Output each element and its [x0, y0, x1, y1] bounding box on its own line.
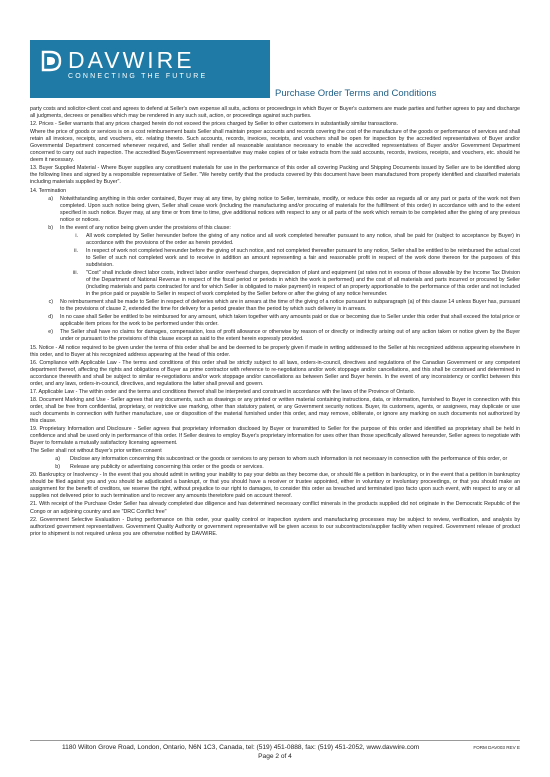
page-header — [30, 40, 520, 100]
item-label: i. — [75, 232, 78, 239]
item-text: Disclose any information concerning this subcontract or the goods or services to any person to whom such information is not necessary in connection with the performance of this order, or — [70, 456, 508, 463]
clause-14-a — [30, 196, 520, 224]
item-text: "Cost" shall include direct labor costs, indirect labor and/or overhead charges, depreciation of plant and equipment (at rates not in excess of those allowable by the Income Tax Division of the Department of National Revenue in respect of the fiscal period or periods in which the work is performed) and the cost of all materials and parts incurred or procured by Seller (including materials and parts contracted for and for which Seller is obligated to make payment) in respect of an property apportionable to the performance of this order and not included in the price paid or payable to Seller in respect of work completed by the Seller before or after the giving of any notice hereunder. — [86, 270, 520, 298]
terms-body — [30, 106, 520, 539]
clause-17: 17. Applicable Law - The within order and the terms and conditions thereof shall be interpreted and construed in accordance with the laws of the Province of Ontario. — [30, 388, 416, 395]
item-text: In no case shall Seller be entitled to be reimbursed for any amount, which taken together with any amounts paid or due or becoming due to Seller under this order that shall exceed the total price or applicable item prices for the work to be performed under this order. — [60, 314, 520, 328]
item-label: b) — [48, 224, 53, 231]
item-text: Notwithstanding anything in this order contained, Buyer may at any time, by giving notice to Seller, terminate, modify, or reduce this order as regards all or any part or parts of the work not then completed. Upon such notice being given, Seller shall cease work (including the manufacturing and/or procuring of materials for the fulfillment of this order) in accordance with and to the extent specified in such notice. Buyer may, at any time or from time to time, give additional notices with respect to any or all parts of the work which remain to be completed after the giving of any previous notice or notices. — [60, 195, 520, 223]
item-label: d) — [48, 314, 53, 321]
footer-address: 1180 Wilton Grove Road, London, Ontario, N6N 1C3, Canada, tel: (519) 451-0888, fax: (519) 451-2052, www.davwire.com — [62, 744, 420, 751]
clause-19-b — [30, 464, 520, 471]
clause-19: 19. Proprietary Information and Disclosure - Seller agrees that proprietary information disclosed by Buyer or transmitted to Seller for the purpose of this order and identified as proprietary shall be held in confidence and shall be used only in performance of this order. If Seller desires to employ Buyer's proprietary information for uses other than those specifically allowed hereunder, Seller agrees to negotiate with Buyer to formulate a mutually satisfactory licensing agreement. — [30, 426, 520, 447]
clause-14-d — [30, 314, 520, 328]
clause-16: 16. Compliance with Applicable Law - The terms and conditions of this order shall be strictly subject to all laws, orders-in-council, directives and regulations of the Canadian Government or any competent department thereof, affecting the rights and obligations of Buyer as prime contractor with reference to re-negotiations and/or work stoppage and/or cancellations, and this shall be construed and determined in accordance therewith and shall be subject to similar re-negotiations and/or work stoppage and/or cancellations as between Seller and Buyer herein. In the event of any inconsistency or conflict between this order, and any laws, orders-in-council, directives, and regulations the latter shall prevail and govern. — [30, 359, 520, 387]
clause-18: 18. Document Marking and Use - Seller agrees that any documents, such as drawings or any printed or written material containing instructions, data, or information, furnished to Buyer in connection with this order, shall be free from confidential, proprietary, or restrictive use marking, other than statutory patent, or any Government security notices. Buyer, its customers, agents, or assignees, may duplicate or use such documents in connection with further manufacture, use or disposition of the material furnished under this order, and may remove, obliterate, or ignore any marking on such documents not authorized by this clause. — [30, 396, 520, 424]
clause-12: 12. Prices - Seller warrants that any prices charged herein do not exceed the prices charged by Seller to other customers in substantially similar transactions. — [30, 121, 399, 128]
clause-14-b-i — [30, 233, 520, 247]
company-logo — [30, 40, 270, 98]
page-title: Purchase Order Terms and Conditions — [275, 88, 437, 99]
clause-14-heading: 14. Termination — [30, 187, 67, 194]
clause-21: 21. With receipt of the Purchase Order Seller has already completed due diligence and has determined necessary conflict minerals in the products supplied did not originate in the Democratic Republic of the Congo or an adjoining country and are "DRC Conflict free" — [30, 501, 520, 515]
clause-20: 20. Bankruptcy or Insolvency - In the event that you should admit in writing your inability to pay your debts as they become due, or should file a petition in bankruptcy, or in the event that a petition in bankruptcy should be filed against you and you should be adjudicated a bankrupt, or that you should have a receiver or trustee appointed, either in voluntary or involuntary proceedings, or that you should make an assignment for the benefit of creditors, we reserve the right, without prejudice to our right to damages, to consider this order as breached and terminated ipso facto upon such event, with respect to any or all supplies not delivered prior to such termination and to recover any amounts theretofore paid on account thereof. — [30, 472, 520, 500]
clause-19-a — [30, 456, 520, 463]
davwire-d-logo-icon — [40, 50, 62, 72]
item-text: All work completed by Seller hereunder before the giving of any notice and all work completed hereafter pursuant to any notice, shall be paid for (subject to acceptance by Buyer) in accordance with the provisions of the order as herein provided. — [86, 232, 520, 246]
clause-19-consent: The Seller shall not without Buyer's prior written consent — [30, 448, 162, 455]
clause-14-c — [30, 299, 520, 313]
item-label: a) — [48, 195, 53, 202]
item-label: ii. — [74, 247, 78, 254]
item-label: iii. — [72, 270, 78, 277]
company-name: DAVWIRE — [68, 47, 195, 73]
item-label: e) — [48, 329, 53, 336]
clause-14-b — [30, 225, 520, 232]
clause-12-cost: Where the price of goods or services is on a cost reimbursement basis Seller shall maintain proper accounts and records covering the cost of the manufacture of the goods or performance of services and shall retain all invoices, receipts, and vouchers, etc. relating thereto. Such accounts, records, invoices, receipts, and vouchers shall be open for inspection by the accredited representatives of Buyer and/or Governmental Department concerned whenever required, and Seller shall render all reasonable assistance necessary to enable the accredited representatives of Buyer and/or Government Department concerned to carry out such inspection. The accredited Buyer/Government representative may make copies of or take extracts from the said accounts, records, invoices, receipts, and vouchers, etc. should he deem it necessary. — [30, 129, 520, 164]
item-text: In respect of work not completed hereunder before the giving of such notice, and not completed thereafter pursuant to any notice, Seller shall be entitled to be reimbursed the actual cost to Seller of such not completed work and to receive in addition an amount representing a fair and reasonable profit in respect of the work done thereon for the purposes of this subdivision. — [86, 247, 520, 268]
page-number: Page 2 of 4 — [258, 753, 292, 760]
item-label: c) — [48, 299, 53, 306]
paragraph: party costs and solicitor-client cost and agrees to defend at Seller's own expense all suits, actions or proceedings in which Buyer or Buyer's customers are made parties and further agrees to pay and discharge all judgments, decrees or penalties which may be rendered in any such suit, action, or proceedings against such parties. — [30, 106, 520, 120]
item-text: No reimbursement shall be made to Seller in respect of deliveries which are in arrears at the time of the giving of a notice pursuant to subparagraph (a) of this clause 14 unless Buyer has, pursuant to the provisions of clause 2, extended the time for delivery for a period greater than the period by which such delivery is in arrears. — [60, 299, 520, 313]
clause-14-e — [30, 329, 520, 343]
item-label: b) — [55, 464, 60, 471]
item-text: In the event of any notice being given under the provisions of this clause: — [60, 224, 231, 231]
item-text: Release any publicity or advertising concerning this order or the goods or services. — [70, 464, 264, 471]
item-label: a) — [55, 456, 60, 463]
clause-22: 22. Government Selective Evaluation - During performance on this order, your quality control or inspection system and manufacturing processes may be subject to review, verification, and analysis by authorized government representatives. Government Quality Authority or government representative will be given access to our subcontractors/supplier facility when required. Government release of product prior to shipment is not required unless you are otherwise notified by DAVWIRE. — [30, 516, 520, 537]
page-footer — [30, 740, 520, 767]
clause-14-b-ii — [30, 248, 520, 269]
form-id: FORM DAV003 REV E — [473, 745, 520, 750]
clause-13: 13. Buyer Supplied Material - Where Buyer supplies any constituent materials for use in the performance of this order all covering Packing and Shipping Documents issued by Seller are to be identified along the following lines and signed by a responsible representative of Seller. "We hereby certify that the products covered by this document have been manufactured from properly identified and classified materials including materials supplied by Buyer". — [30, 165, 520, 186]
item-text: The Seller shall have no claims for damages, compensation, loss of profit allowance or otherwise by reason of or directly or indirectly arising out of any action taken or notice given by the Buyer under or pursuant to the provisions of this clause except as said to the extent herein expressly provided. — [60, 329, 520, 343]
company-tagline: CONNECTING THE FUTURE — [68, 73, 208, 80]
clause-15: 15. Notice - All notice required to be given under the terms of this order shall be and be deemed to be properly given if made in writing addressed to the Seller at his recognized address appearing elsewhere in this order, and to Buyer at his recognized address appearing at the head of this order. — [30, 344, 520, 358]
clause-14-b-iii — [30, 270, 520, 298]
